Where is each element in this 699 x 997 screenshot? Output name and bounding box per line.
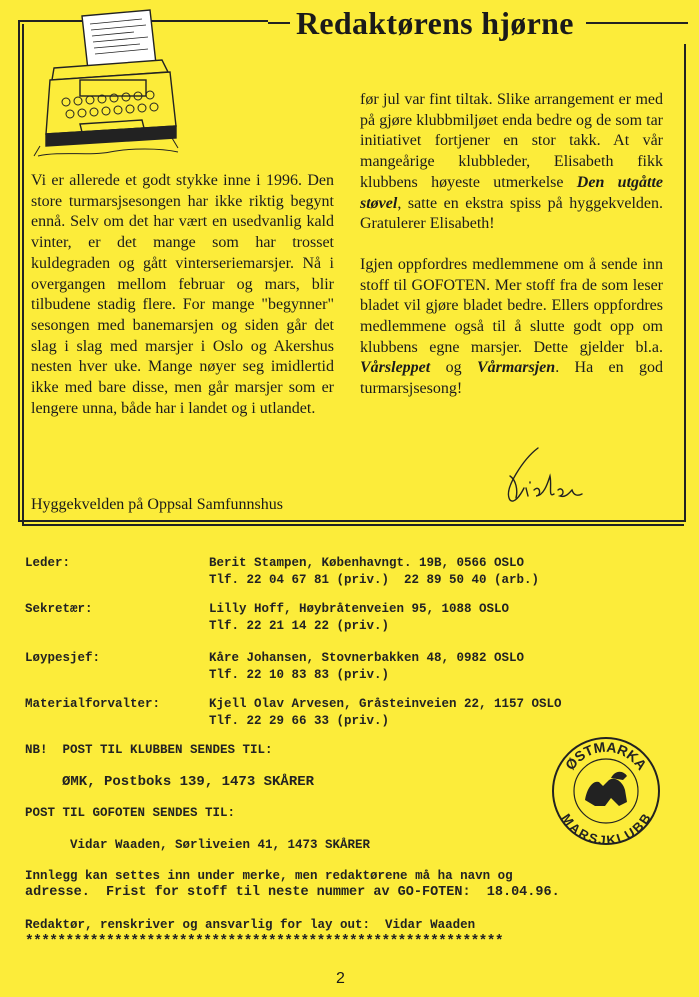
p2-text-b: . Ha en god turmarsjsesong! [360, 359, 664, 398]
contact-phone: Tlf. 22 21 14 22 (priv.) [209, 619, 390, 633]
editor-credits: Redaktør, renskriver og ansvarlig for lay out: Vidar Waaden [25, 918, 476, 932]
contact-phone: Tlf. 22 04 67 81 (priv.) 22 89 50 40 (arb.) [209, 573, 540, 587]
contact-phone: Tlf. 22 10 83 83 (priv.) [209, 668, 390, 682]
title-bar [268, 2, 688, 44]
editorial-left-column [31, 171, 334, 419]
typewriter-illustration [30, 6, 180, 161]
nb-mail-heading: NB! POST TIL KLUBBEN SENDES TIL: [25, 743, 273, 757]
seal-bottom-text: MARSJKLUBB [558, 810, 654, 846]
notice-line-1: Innlegg kan settes inn under merke, men redaktørene må ha navn og [25, 869, 513, 883]
contact-address: Kjell Olav Arvesen, Gråsteinveien 22, 1157 OSLO [209, 697, 562, 711]
contact-phone: Tlf. 22 29 66 33 (priv.) [209, 714, 390, 728]
contact-address: Lilly Hoff, Høybråtenveien 95, 1088 OSLO [209, 602, 510, 616]
page-number: 2 [336, 970, 345, 987]
editorial-right-column [360, 90, 663, 400]
contact-role: Leder: [25, 556, 71, 570]
right-paragraph-1 [360, 90, 663, 235]
contact-role: Løypesjef: [25, 651, 101, 665]
contact-address: Berit Stampen, Københavngt. 19B, 0566 OSLO [209, 556, 525, 570]
right-paragraph-2 [360, 255, 663, 400]
editor-signature [500, 446, 590, 506]
p2-text-mid: og [430, 359, 477, 377]
seal-top-text: ØSTMARKA [561, 738, 651, 773]
contact-role: Sekretær: [25, 602, 93, 616]
ostmarka-marsjklubb-seal [551, 736, 661, 846]
event-varsleppet: Vårsleppet [360, 359, 431, 377]
p1-text-b: , satte en ekstra spiss på hyggekvelden. Gratulerer Elisabeth! [360, 194, 663, 233]
hyggekveld-subheading: Hyggekvelden på Oppsal Samfunnshus [31, 496, 283, 513]
award-name: Den utgåtte støvel [360, 173, 664, 212]
star-divider: *********************************************************** [25, 934, 503, 950]
page-title: Redaktørens hjørne [296, 4, 574, 41]
signature-text: Vidar [500, 446, 503, 447]
title-rule-left [268, 22, 290, 24]
intro-paragraph: Vi er allerede et godt stykke inne i 1996. Den store turmarsjsesongen har ikke riktig begynt ennå. Selv om det har vært en usedvanlig kald vinter, er det mange som har trosset kuldegraden og gått vinterseriemarsjer. Nå i overgangen mellom februar og mars, blir tilbudene stadig flere. For mange "begynner" sesongen med banemarsjen og siden går det slag i slag med marsjer i Oslo og Akershus nesten hver uke. Mange nøyer seg imidlertid ikke med bare disse, men går marsjer som er lengere unna, både har i landet og i utlandet. [31, 172, 334, 417]
title-rule-right [586, 22, 688, 24]
contact-role: Materialforvalter: [25, 697, 161, 711]
gofoten-mail-heading: POST TIL GOFOTEN SENDES TIL: [25, 806, 236, 820]
event-varmarsjen: Vårmarsjen [476, 359, 556, 377]
notice-line-2: adresse. Frist for stoff til neste nummer av GO-FOTEN: 18.04.96. [25, 885, 560, 900]
gofoten-mail-address: Vidar Waaden, Sørliveien 41, 1473 SKÅRER [70, 838, 371, 852]
p2-text-a: Igjen oppfordres medlemmene om å sende inn stoff til GOFOTEN. Mer stoff fra de som leser bladet vil gjøre bladet bedre. Ellers oppfordres medlemmene også til å slutte godt opp om klubbens egne marsjer. Dette gjelder bl.a. [360, 255, 663, 356]
contact-address: Kåre Johansen, Stovnerbakken 48, 0982 OSLO [209, 651, 525, 665]
club-mail-address: ØMK, Postboks 139, 1473 SKÅRER [62, 774, 315, 790]
p1-text-a: før jul var fint tiltak. Slike arrangement er med på gjøre klubbmiljøet enda bedre og de som tar initiativet fortjener en stor takk. At vår mangeårige klubbleder, Elisabeth fikk klubbens høyeste utmerkelse [360, 91, 663, 191]
